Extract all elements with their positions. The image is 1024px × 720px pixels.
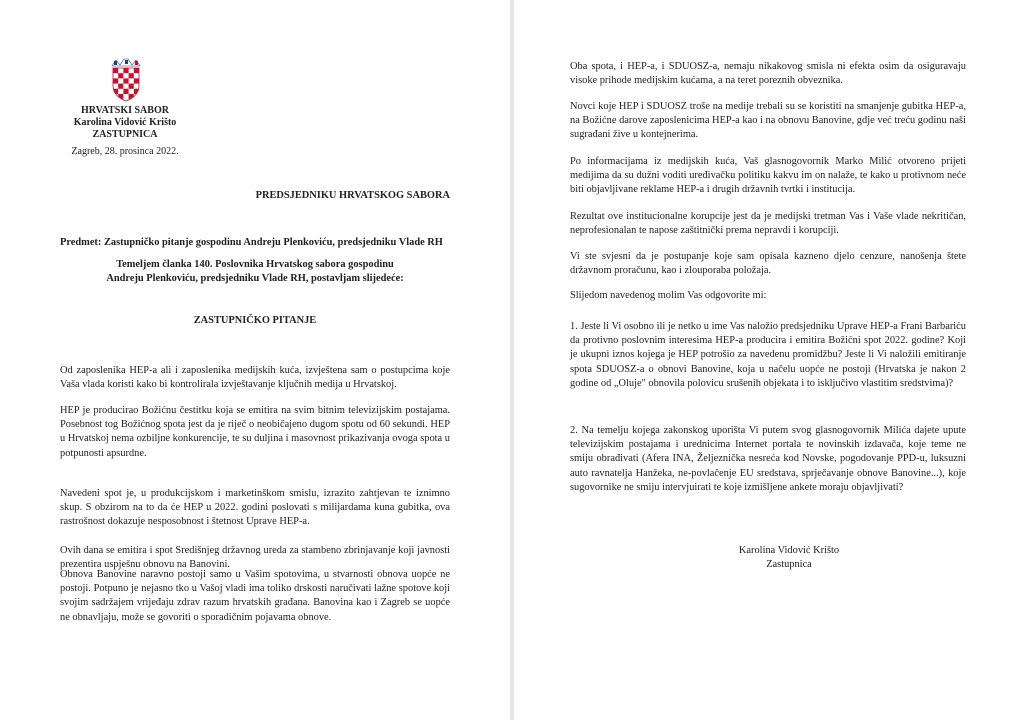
basis-line-2: Andreju Plenkoviću, predsjedniku Vlade RH, postavljam slijedeće: — [106, 273, 404, 284]
paragraph: Ovih dana se emitira i spot Središnjeg državnog ureda za stambeno zbrinjavanje koji javnosti prezentira uspješnu obnovu na Banovini. — [60, 545, 450, 571]
signature-role: Zastupnica — [766, 559, 812, 570]
author-role: ZASTUPNICA — [92, 129, 158, 140]
paragraph: Rezultat ove institucionalne korupcije jest da je medijski tretman Vas i Vaše vlade nekritičan, neprofesionalan te napose zaštitnički prema nepravdi i korupciji. — [570, 211, 966, 237]
paragraph: Navedeni spot je, u produkcijskom i marketinškom smislu, izrazito zahtjevan te iznimno skup. S obzirom na to da će HEP u 2022. godini poslovati s milijardama kuna gubitka, ova rastrošnost dokazuje nesposobnost i štetnost Uprave HEP-a. — [60, 488, 450, 528]
paragraph: Slijedom navedenog molim Vas odgovorite mi: — [570, 290, 767, 301]
paragraph: Oba spota, i HEP-a, i SDUOSZ-a, nemaju nikakovog smisla ni efekta osim da osiguravaju visoke prihode medijskim kućama, a na teret poreznih obveznika. — [570, 61, 966, 87]
signature-name: Karolina Vidović Krišto — [738, 545, 840, 556]
document-heading: ZASTUPNIČKO PITANJE — [193, 315, 317, 326]
question-1: 1. Jeste li Vi osobno ili je netko u ime Vas naložio predsjedniku Uprave HEP-a Frani Barbariću da protivno poslovnim interesima HEP-a producira i emitira Božićni spot 2022. godine? Koji je ukupni iznos kojega je HEP potrošio za navedenu promidžbu? Jeste li Vi naložili emitiranje spota SDUOSZ-a o obnovi Banovine, koja u načelu uopće ne postoji (Hrvatska je nakon 2 godine od „Oluje" obnovila polovicu srušenih objekata i to isključivo vlastitim sredstvima)? — [570, 321, 966, 389]
croatian-coat-of-arms-icon — [108, 58, 144, 102]
institution-name: HRVATSKI SABOR — [81, 105, 169, 116]
paragraph: Po informacijama iz medijskih kuća, Vaš glasnogovornik Marko Milić otvoreno prijeti medijima da su dužni voditi uređivačku politiku kakvu im on nalaže, te kako u protivnom neće biti objavljivane reklame HEP-a i drugih državnih tvrtki i institucija. — [570, 156, 966, 196]
paragraph: Vi ste svjesni da je postupanje koje sam opisala kazneno djelo cenzure, nanošenja štete državnom proračunu, kao i zlouporaba položaja. — [570, 251, 966, 277]
letter-page-1 — [0, 0, 510, 720]
paragraph: Obnova Banovine naravno postoji samo u Vašim spotovima, u stvarnosti obnova uopće ne postoji. Potpuno je nejasno tko u Vašoj vladi ima toliko drskosti naručivati lažne spotove koji svojim sadržajem vrijeđaju zdrav razum hrvatskih građana. Banovina kao i Zagreb se uopće ne obnavljaju, može se govoriti o sporadičnim pojavama obnove. — [60, 569, 450, 623]
paragraph: Novci koje HEP i SDUOSZ troše na medije trebali su se koristiti na smanjenje gubitka HEP-a, na Božićne darove zaposlenicima HEP-a kao i na obnovu Banovine, gdje već treću godinu naši sugrađani žive u kontejnerima. — [570, 101, 966, 141]
basis-line-1: Temeljem članka 140. Poslovnika Hrvatskog sabora gospodinu — [116, 259, 394, 270]
subject-line: Predmet: Zastupničko pitanje gospodinu Andreju Plenkoviću, predsjedniku Vlade RH — [60, 237, 443, 248]
recipient: PREDSJEDNIKU HRVATSKOG SABORA — [255, 190, 450, 201]
question-2: 2. Na temelju kojega zakonskog uporišta Vi putem svog glasnogovornik Milića dajete upute televizijskim postajama i urednicima Internet portala te novinskih izdavača, koje teme ne smiju obrađivati (Afera INA, Željeznička nesreća kod Novske, pogodovanje PPD-u, luksuzni auto ravnatelja Hanžeka, ne-povlačenje EU sredstava, sprječavanje obnove Banovine...), koje sugovornike ne smiju intervjuirati te koje izmišljene ankete moraju objavljivati? — [570, 425, 966, 493]
paragraph: HEP je producirao Božićnu čestitku koja se emitira na svim bitnim televizijskim postajama. Posebnost tog Božićnog spota jest da je riječ o neobičajeno dugom spotu od 60 sekundi. HEP u Hrvatskoj nema ozbiljne konkurencije, te su duljina i masovnost prikazivanja ovoga spota u potpunosti apsurdne. — [60, 405, 450, 459]
letter-page-2 — [514, 0, 1024, 720]
author-name: Karolina Vidović Krišto — [73, 117, 177, 128]
letter-date: Zagreb, 28. prosinca 2022. — [71, 146, 179, 157]
paragraph: Od zaposlenika HEP-a ali i zaposlenika medijskih kuća, izvještena sam o postupcima koje Vaša vlada koristi kako bi kontrolirala izvještavanje ključnih medija u Hrvatskoj. — [60, 365, 450, 391]
